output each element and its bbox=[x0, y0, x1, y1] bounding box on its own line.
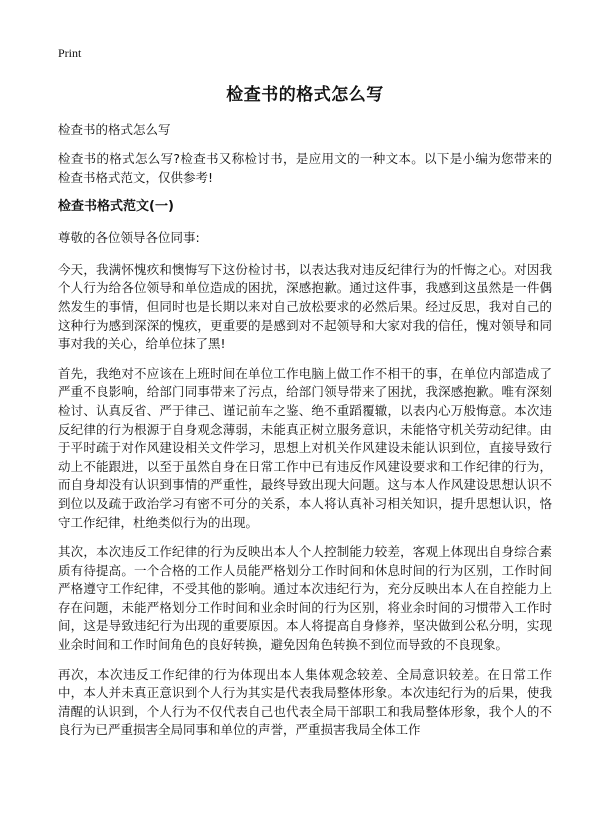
article-body bbox=[58, 150, 552, 751]
body-paragraph-2: 首先，我绝对不应该在上班时间在单位工作电脑上做工作不相干的事，在单位内部造成了严重不良影响，给部门同事带来了污点，给部门领导带来了困扰，我深感抱歉。唯有深刻检讨、认真反省、严于律己、谨记前车之鉴、绝不重蹈覆辙，以表内心万般悔意。本次违反纪律的行为根源于自身观念薄弱，未能真正树立服务意识，未能恪守机关劳动纪律。由于平时疏于对作风建设相关文件学习，思想上对机关作风建设未能认识到位，直接导致行动上不能跟进，以至于虽然自身在日常工作中已有违反作风建设要求和工作纪律的行为，而自身却没有认识到事情的严重性，最终导致出现大问题。这与本人作风建设思想认识不到位以及疏于政治学习有密不可分的关系，本人将认真补习相关知识，提升思想认识，恪守工作纪律，杜绝类似行为的出现。 bbox=[58, 365, 552, 530]
greeting: 尊敬的各位领导各位同事: bbox=[58, 230, 200, 246]
page-title: 检查书的格式怎么写 bbox=[226, 85, 384, 105]
body-paragraph-1: 今天，我满怀愧疚和懊悔写下这份检讨书，以表达我对违反纪律行为的忏悔之心。对因我个人行为给各位领导和单位造成的困扰，深感抱歉。通过这件事，我感到这虽然是一件偶然发生的事情，但同时也是长期以来对自己放松要求的必然后果。经过反思，我对自己的这种行为感到深深的愧疚，更重要的是感到对不起领导和大家对我的信任，愧对领导和同事对我的关心，给单位抹了黑! bbox=[58, 261, 552, 352]
print-link[interactable]: Print bbox=[58, 46, 82, 60]
section-heading: 检查书格式范文(一) bbox=[58, 199, 174, 215]
intro-paragraph: 检查书的格式怎么写?检查书又称检讨书，是应用文的一种文本。以下是小编为您带来的检查书格式范文，仅供参考! bbox=[58, 151, 552, 185]
subtitle: 检查书的格式怎么写 bbox=[58, 122, 171, 137]
body-paragraph-4: 再次，本次违反工作纪律的行为体现出本人集体观念较差、全局意识较差。在日常工作中，本人并未真正意识到个人行为其实是代表我局整体形象。本次违纪行为的后果，使我清醒的认识到，个人行为不仅代表自己也代表全局干部职工和我局整体形象，我个人的不良行为已严重损害全局同事和单位的声誉，严重损害我局全体工作 bbox=[58, 666, 552, 738]
body-paragraph-3: 其次，本次违反工作纪律的行为反映出本人个人控制能力较差，客观上体现出自身综合素质有待提高。一个合格的工作人员能严格划分工作时间和休息时间的行为区别，工作时间严格遵守工作纪律，不受其他的影响。通过本次违纪行为，充分反映出本人在自控能力上存在问题，未能严格划分工作时间和业余时间的行为区别，将业余时间的习惯带入工作时间，这是导致违纪行为出现的重要原因。本人将提高自身修养，坚决做到公私分明，实现业余时间和工作时间角色的良好转换，避免因角色转换不到位而导致的不良现象。 bbox=[58, 544, 552, 653]
